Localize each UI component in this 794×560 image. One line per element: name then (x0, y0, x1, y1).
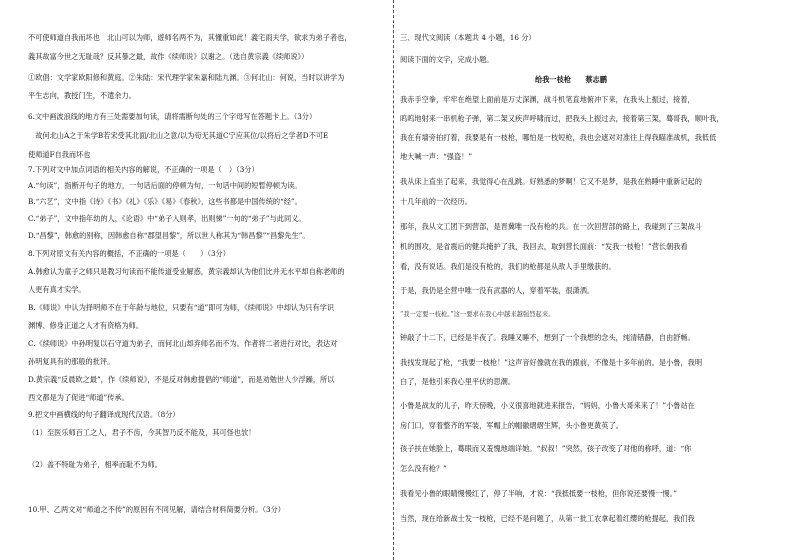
option-a: A.“句读”，指断开句子的地方，一句话后面的停顿为句，一句话中间的短暂停顿为读。 (28, 181, 302, 190)
option-d: D.黄宗義“反晨欧之最”，作《续师说》，不是反对韩愈提倡的“师道”，而是劝勉世人少浮躁，所以 (28, 375, 335, 384)
question-8: 8.下列对原文有关内容的概括，不正确的一项是（ ）（3分） (28, 249, 230, 258)
passage-line: 我从床上直坐了起来，我觉得心在乱跳。好熟悉的梦啊！它又不是梦，是我在熟睡中重新记起的 (400, 177, 702, 186)
text-line: 義其故富今世之无耻哉？反其暴之最，故作《续师说》以谢之。（选自黄宗義《续师说》） (28, 52, 309, 61)
column-divider (393, 0, 394, 560)
question-10: 10.甲、乙两文对“师道之不传”的原因有不同见解，请结合材料简要分析。（3分） (28, 505, 285, 514)
text-line: 孙明复具有的那般的批评。 (28, 357, 115, 366)
passage-line: 十几年前的一次经历。 (400, 197, 472, 206)
right-column (400, 0, 768, 560)
footnote-line: ①欧倡：文学家欧阳修和黄庭。②朱陆：宋代理学家朱嘉和陆九渊。③何北山：何说，当时以讲学为 (28, 73, 345, 82)
passage-line: 呜呜地射来一串机枪子弹，第二架又疾声呼啸而过，把我头上振过去，接着第三架，蓦哥我，顺叶我， (400, 114, 724, 123)
passage-title: 给我一枝枪 蔡志鹏 (535, 75, 607, 84)
option-c: C.《续师说》中孙明复以石守道为弟子，而何北山却弃师名而不为。作者将二者进行对比，表达对 (28, 339, 338, 348)
passage-line: 我赤手空拳，牢牢在绝望上面前是万丈深渊，战斗机笔直地俯冲下来，在我头上振过，接着， (400, 95, 695, 104)
option-a: A.韩愈认为童子之师只是教习句读而不能传道受业解惑，黄宗義却认为他们比并无水平却自称老师的 (28, 267, 345, 276)
passage-line: 看，没有说话。我们是没有枪的，我们的枪都是从敌人手里缴获的。 (400, 262, 616, 271)
translation-item-1: （1）至医乐师百工之人，君子不齿，今其智乃反不能及，其可怪也欤！ (28, 428, 256, 437)
question-6: 6.文中画波浪线的地方有三处需要加句读，请将需断句处的三个字母写在答题卡上。（3分） (28, 112, 317, 121)
passage-line: 地大喊一声：“强盗！” (400, 152, 473, 161)
passage-line: 我在有墙旁拍打着，我要是有一枝枪，哪怕是一枝短枪，我也会遮对对准往上得我瞄准战机，我低低 (400, 133, 717, 142)
text-line: 渊博、修身正道之人才有资格为师。 (28, 321, 144, 330)
passage-line: 房门口，穿着整齐的军装，军帽上的帽徽熠熠生辉，头小鲁更黄英了。 (400, 421, 623, 430)
section-heading: 三、现代文阅读（本题共 4 小题，16 分） (400, 33, 536, 42)
passage-line: 我看见小鲁的眼睛慢慢红了，停了半响，才说：“我抵抵要一枝枪，但你说还要慢一慢。” (400, 489, 677, 498)
option-b: B.“六艺”，文中指《诗》《书》《礼》《乐》《易》《春秋》，这些书都是中国传统的“经”。 (28, 197, 302, 206)
passage-line: 机的围攻，是省震后的健兵掩护了我，我回去，取到营长面前：“发我一枝枪！”营长朝我看 (400, 242, 688, 251)
passage-line: 钟敲了十二下，已经是半夜了。我睡又睡不，想到了一个我想的念头，纯清错静，自由舒畅。 (400, 333, 695, 342)
text-line: 西文都是为了促进“师道”传承。 (28, 393, 129, 402)
left-column (28, 0, 388, 560)
text-line: 故何北山A之于朱学B若宋受其北面/北山之意/以为茍无其道C宁应其位/以将后之学者D不可E (28, 131, 329, 140)
passage-line: 白了，是他引来我心里平伏的思潮。 (400, 377, 516, 386)
option-d: D.“昌黎”，韩愈的别称，因韩愈自称“郡望昌黎”，所以世人称其为“韩昌黎”“昌黎先生”。 (28, 231, 310, 240)
text-line: 不可使师道自我而坏也 北山可以为师，遊师名两不为，其懂重如此！義宅雨夫学，欲求为弟子者也， (28, 33, 352, 42)
passage-line: 怎么没有枪？” (400, 464, 447, 473)
passage-line: 当然，现在给新战士发一枝枪，已经不是问题了，从第一批工农拿起着红缨的枪提起，我们我 (400, 514, 695, 523)
text-line: 人更有真才实学。 (28, 285, 86, 294)
text-line: 使师道F自我而坏也 (28, 150, 91, 159)
option-c: C.“弟子”，文中指年幼的人，《论语》中“弟子入则孝，出则悌”一句的“弟子”与此同义。 (28, 214, 306, 223)
question-7: 7.下列对文中加点词语的相关内容的解说，不正确的一项是（ ）（3分） (28, 165, 259, 174)
passage-line: 我找发现起了枪，“我要一枝枪！”这声音好像就在我的跟前，不像是十多年前的。是小鲁，我明 (400, 358, 703, 367)
translation-item-2: （2）盖不特耻为弟子，相率而耻不为师。 (28, 460, 162, 469)
passage-line: 小鲁是战友的儿子，昨天傍晚，小义很喜地就进来报告，“妈妈，小鲁大哥来来了！”小鲁站在 (400, 401, 695, 410)
question-9: 9.把文中画横线的句子翻译成现代汉语。（8分） (28, 410, 180, 419)
passage-line: “我一定要一枝枪。”这一要求在我心中越来越强烈起来。 (400, 311, 555, 318)
passage-line: 孩子扶在她脸上，蓦眼而又羞愧地端详她。“叔叔！”突然，孩子改变了对他的称呼，道：“你 (400, 444, 692, 453)
passage-line: 于是，我仍是全营中唯一没有武器的人，穿着军装，很潇洒。 (400, 286, 595, 295)
option-b: B.《师说》中认为择明师不在于年龄与地位，只要有“道”即可为师，《续师说》中却认为只有学识 (28, 303, 335, 312)
footnote-line: 平生志向，教授门生，不遣余力。 (28, 91, 136, 100)
passage-line: 那年，我从文工团下到营部，是晋冀唯一没有枪的兵。在一次回营部的路上，我碰到了三架战斗 (400, 222, 702, 231)
instruction: 阅读下面的文字，完成小题。 (400, 55, 494, 64)
